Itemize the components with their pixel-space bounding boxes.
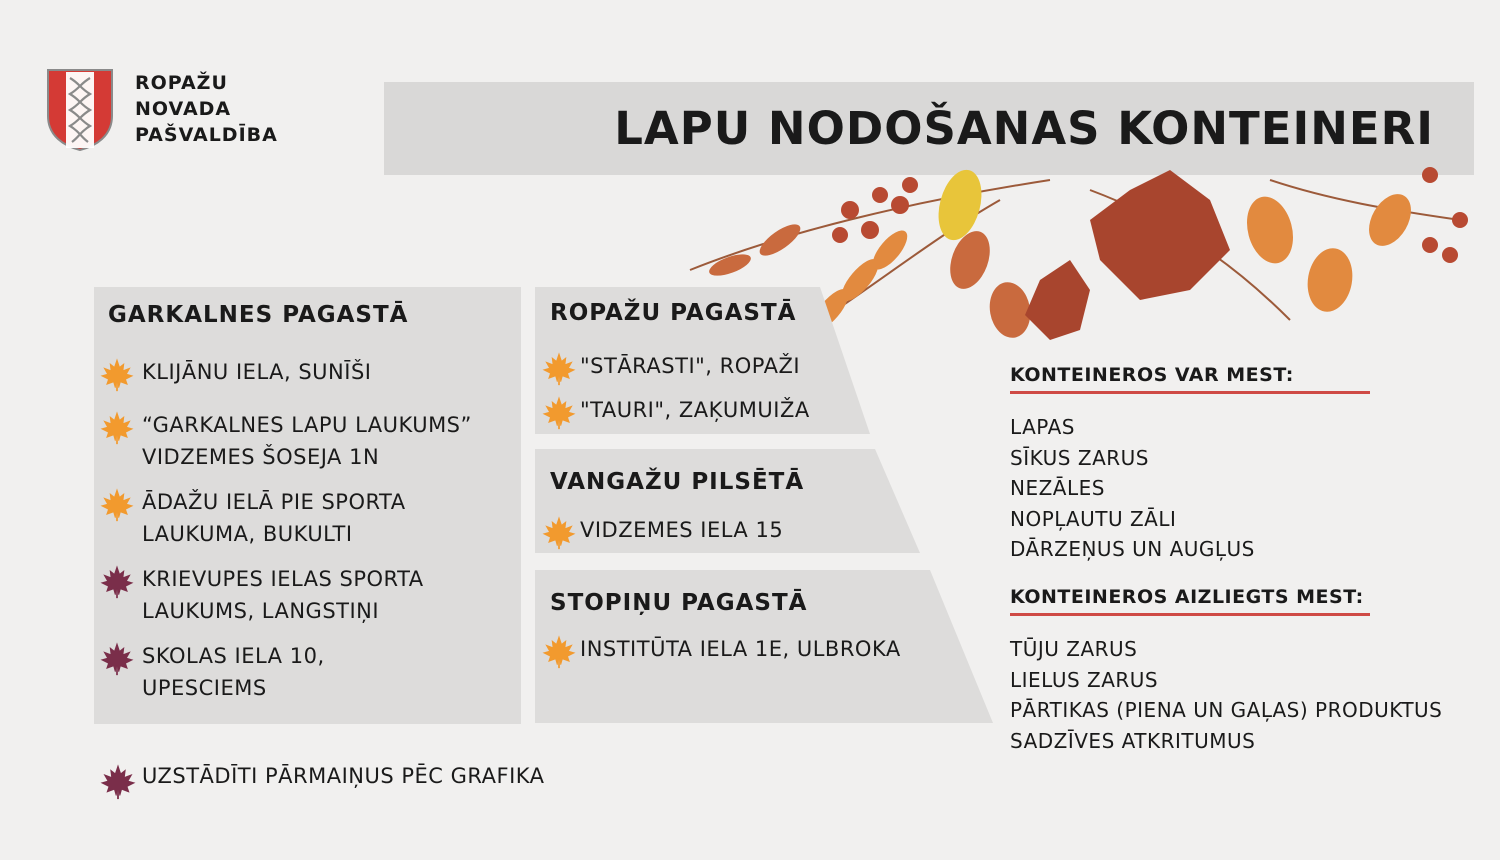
forbidden-section (1010, 586, 1442, 756)
garkalne-item-5-line-2: UPESCIEMS (142, 676, 267, 700)
stopini-item-1-line-1: INSTITŪTA IELA 1E, ULBROKA (580, 637, 901, 661)
ropazi-item-2 (580, 394, 810, 426)
vangazi-item-1 (580, 514, 783, 546)
municipality-logo (46, 68, 286, 152)
footnote (142, 764, 545, 788)
ropazi-item-2-line-1: "TAURI", ZAĶUMUIŽA (580, 398, 810, 422)
ropazi-item-1 (580, 350, 800, 382)
maple-leaf-orange-icon (542, 352, 576, 386)
maple-leaf-purple-icon (100, 764, 136, 800)
stopini-heading: STOPIŅU PAGASTĀ (550, 590, 808, 616)
garkalne-item-4-line-2: LAUKUMS, LANGSTIŅI (142, 599, 380, 623)
garkalne-item-5 (142, 640, 325, 704)
allowed-underline (1010, 391, 1370, 394)
allowed-item: SĪKUS ZARUS (1010, 445, 1149, 470)
forbidden-list (1010, 634, 1442, 756)
maple-leaf-purple-icon (100, 565, 134, 599)
maple-leaf-orange-icon (542, 635, 576, 669)
page-title: LAPU NODOŠANAS KONTEINERI (614, 102, 1434, 155)
maple-leaf-orange-icon (100, 358, 134, 392)
allowed-item: NOPĻAUTU ZĀLI (1010, 506, 1177, 531)
forbidden-item: PĀRTIKAS (PIENA UN GAĻAS) PRODUKTUS (1010, 698, 1443, 722)
forbidden-underline (1010, 613, 1370, 616)
forbidden-item: TŪJU ZARUS (1010, 637, 1138, 661)
maple-leaf-orange-icon (542, 396, 576, 430)
allowed-list (1010, 412, 1370, 565)
ropazi-item-1-line-1: "STĀRASTI", ROPAŽI (580, 354, 801, 378)
maple-leaf-purple-icon (100, 642, 134, 676)
allowed-item: DĀRZEŅUS UN AUGĻUS (1010, 537, 1255, 561)
maple-leaf-orange-icon (100, 411, 134, 445)
allowed-heading: KONTEINEROS VAR MEST: (1010, 364, 1294, 386)
forbidden-item: SADZĪVES ATKRITUMUS (1010, 728, 1256, 753)
vangazi-heading: VANGAŽU PILSĒTĀ (550, 469, 805, 495)
garkalne-item-1 (142, 356, 371, 388)
garkalne-item-1-line-1: KLIJĀNU IELA, SUNĪŠI (142, 360, 372, 384)
vangazi-item-1-line-1: VIDZEMES IELA 15 (580, 518, 784, 542)
maple-leaf-orange-icon (542, 516, 576, 550)
garkalne-item-2-line-1: “GARKALNES LAPU LAUKUMS” (142, 413, 472, 437)
forbidden-heading: KONTEINEROS AIZLIEGTS MEST: (1010, 586, 1364, 608)
stopini-item-1 (580, 633, 901, 665)
allowed-section (1010, 364, 1370, 565)
garkalne-item-4-line-1: KRIEVUPES IELAS SPORTA (142, 567, 424, 591)
coat-of-arms-icon (46, 68, 116, 152)
garkalne-item-2-line-2: VIDZEMES ŠOSEJA 1N (142, 445, 380, 469)
allowed-item: NEZĀLES (1010, 476, 1105, 500)
allowed-item: LAPAS (1010, 415, 1075, 439)
forbidden-item: LIELUS ZARUS (1010, 667, 1159, 692)
garkalne-item-3 (142, 486, 406, 550)
garkalne-item-2 (142, 409, 472, 473)
garkalne-item-5-line-1: SKOLAS IELA 10, (142, 644, 325, 668)
garkalne-item-3-line-2: LAUKUMA, BUKULTI (142, 522, 353, 546)
logo-line-1: ROPAŽU (135, 72, 228, 94)
garkalne-item-4 (142, 563, 424, 627)
ropazi-heading: ROPAŽU PAGASTĀ (550, 300, 797, 326)
footnote-text: UZSTĀDĪTI PĀRMAIŅUS PĒC GRAFIKA (142, 764, 545, 788)
logo-text (135, 70, 278, 148)
logo-line-2: NOVADA (135, 98, 232, 120)
maple-leaf-orange-icon (100, 488, 134, 522)
garkalne-item-3-line-1: ĀDAŽU IELĀ PIE SPORTA (142, 490, 406, 514)
garkalne-heading: GARKALNES PAGASTĀ (108, 302, 409, 328)
logo-line-3: PAŠVALDĪBA (135, 124, 278, 146)
